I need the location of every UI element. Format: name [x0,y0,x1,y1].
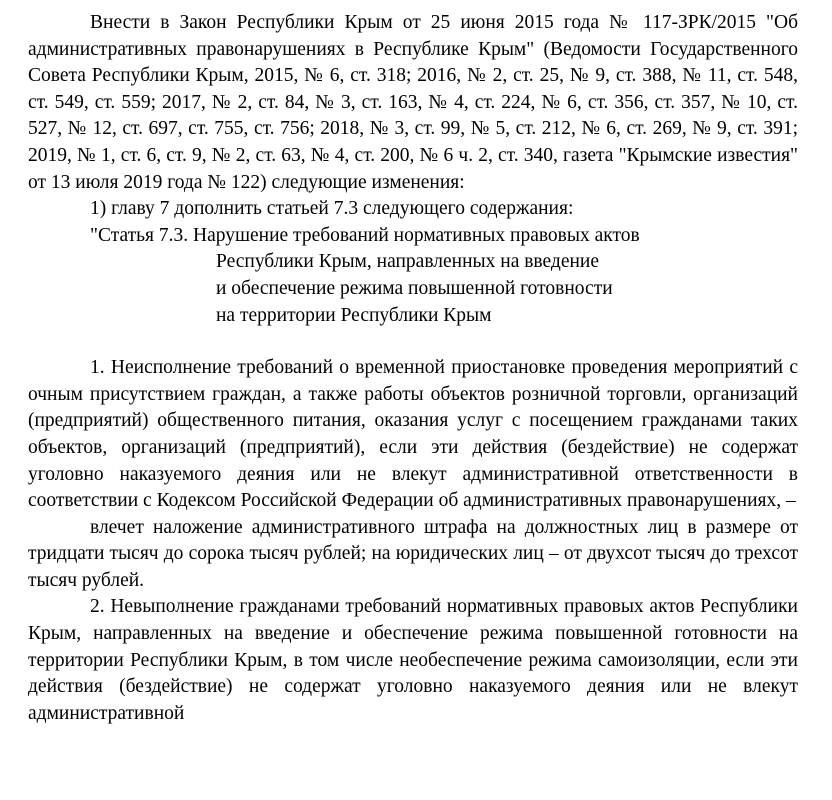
intro-paragraph: Внести в Закон Республики Крым от 25 июня 2015 года № 117-ЗРК/2015 "Об административных правонарушениях в Республике Крым" (Ведомости Государственного Совета Республики Крым, 2015, № 6, ст. 318; 2016, № 2, ст. 25, № 9, ст. 388, № 11, ст. 548, ст. 549, ст. 559; 2017, № 2, ст. 84, № 3, ст. 163, № 4, ст. 224, № 6, ст. 356, ст. 357, № 10, ст. 527, № 12, ст. 697, ст. 755, ст. 756; 2018, № 3, ст. 99, № 5, ст. 212, № 6, ст. 269, № 9, ст. 391; 2019, № 1, ст. 6, ст. 9, № 2, ст. 63, № 4, ст. 200, № 6 ч. 2, ст. 340, газета "Крымские известия" от 13 июля 2019 года № 122) следующие изменения: [28,12,798,193]
part-1-penalty-paragraph: влечет наложение административного штрафа на должностных лиц в размере от тридцати тысяч до сорока тысяч рублей; на юридических лиц – от двухсот тысяч до трехсот тысяч рублей. [28,516,798,591]
article-heading-line-2: Республики Крым, направленных на введение [216,251,600,273]
article-heading [28,223,798,329]
part-1-paragraph: 1. Неисполнение требований о временной приостановке проведения мероприятий с очным присутствием граждан, а также работы объектов розничной торговли, организаций (предприятий) общественного питания, оказания услуг с посещением гражданами таких объектов, организаций (предприятий), если эти действия (бездействие) не содержат уголовно наказуемого деяния или не влекут административной ответственности в соответствии с Кодексом Российской Федерации об административных правонарушениях, – [28,357,798,512]
article-heading-line-1: "Статья 7.3. Нарушение требований нормативных правовых актов [90,224,640,246]
item-1-paragraph: 1) главу 7 дополнить статьей 7.3 следующего содержания: [90,198,574,220]
article-heading-line-3: и обеспечение режима повышенной готовности [216,277,613,299]
part-2-paragraph: 2. Невыполнение гражданами требований нормативных правовых актов Республики Крым, направленных на введение и обеспечение режима повышенной готовности на территории Республики Крым, в том числе необеспечение режима самоизоляции, если эти действия (бездействие) не содержат уголовно наказуемого деяния или не влекут административной [28,596,798,724]
document-page [28,10,798,727]
article-heading-line-4: на территории Республики Крым [216,304,492,326]
